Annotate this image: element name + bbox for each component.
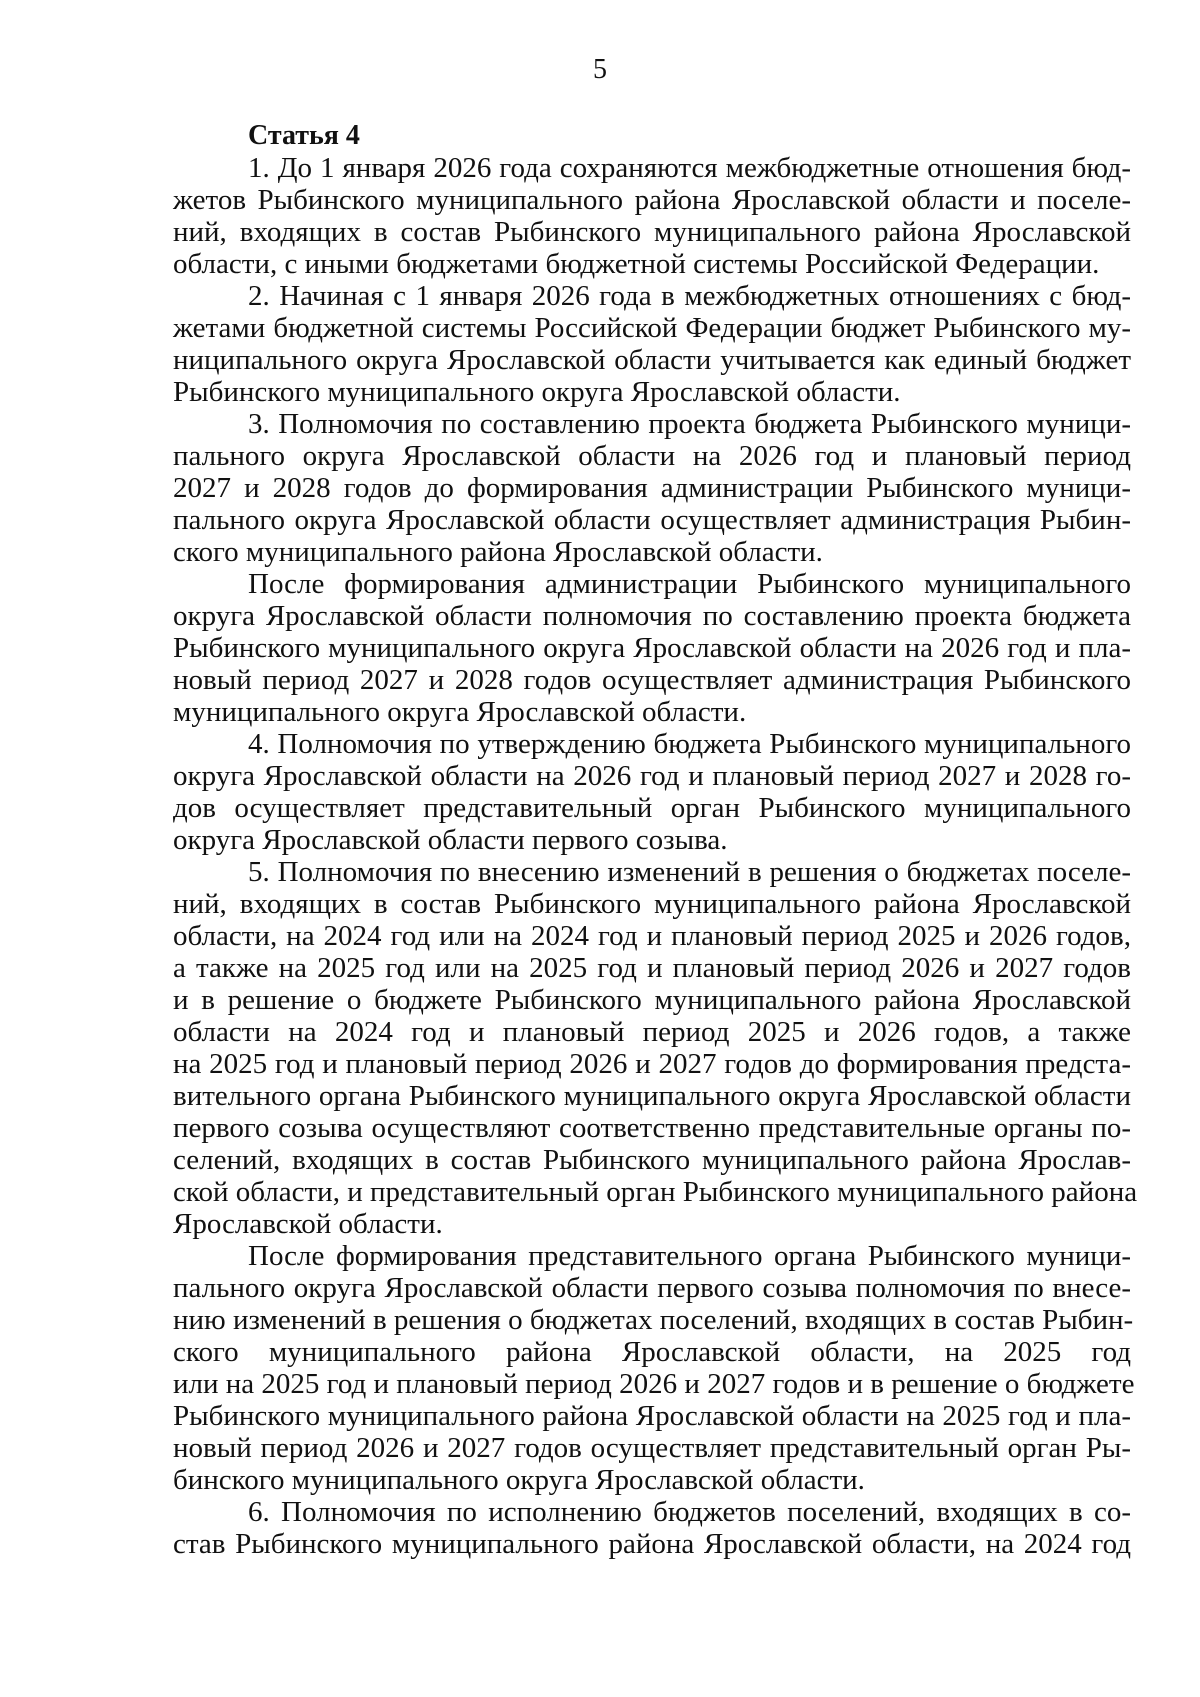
paragraph-line: области, на 2024 год или на 2024 год и плановый период 2025 и 2026 годов, <box>173 920 1131 952</box>
paragraph-line: вительного органа Рыбинского муниципального округа Ярославской области <box>173 1080 1131 1112</box>
paragraph-5 <box>173 728 1131 856</box>
paragraph-line: ской области, и представительный орган Рыбинского муниципального района <box>173 1176 1138 1208</box>
paragraph-line: округа Ярославской области полномочия по составлению проекта бюджета <box>173 600 1131 632</box>
paragraph-line: 3. Полномочия по составлению проекта бюджета Рыбинского муници- <box>248 408 1131 440</box>
paragraph-line: а также на 2025 год или на 2025 год и плановый период 2026 и 2027 годов <box>173 952 1131 984</box>
paragraph-4 <box>173 568 1131 728</box>
paragraph-line: муниципального округа Ярославской области. <box>173 696 747 728</box>
paragraph-line: 2027 и 2028 годов до формирования администрации Рыбинского муници- <box>173 472 1131 504</box>
paragraph-line: пального округа Ярославской области первого созыва полномочия по внесе- <box>173 1272 1131 1304</box>
paragraph-line: ского муниципального района Ярославской области. <box>173 536 823 568</box>
paragraph-line: Рыбинского муниципального района Ярославской области на 2025 год и пла- <box>173 1400 1131 1432</box>
paragraph-line: области на 2024 год и плановый период 2025 и 2026 годов, а также <box>173 1016 1131 1048</box>
paragraph-6 <box>173 856 1138 1240</box>
paragraph-line: первого созыва осуществляют соответственно представительные органы по- <box>173 1112 1131 1144</box>
paragraph-line: новый период 2026 и 2027 годов осуществляет представительный орган Ры- <box>173 1432 1131 1464</box>
article-title: Статья 4 <box>248 120 360 151</box>
article-paragraphs <box>173 152 1138 1560</box>
paragraph-line: 4. Полномочия по утверждению бюджета Рыбинского муниципального <box>248 728 1131 760</box>
paragraph-line: Ярославской области. <box>173 1208 443 1240</box>
paragraph-line: жетов Рыбинского муниципального района Ярославской области и поселе- <box>173 184 1131 216</box>
paragraph-line: округа Ярославской области первого созыва. <box>173 824 728 856</box>
paragraph-line: став Рыбинского муниципального района Ярославской области, на 2024 год <box>173 1528 1131 1560</box>
paragraph-line: 2. Начиная с 1 января 2026 года в межбюджетных отношениях с бюд- <box>248 280 1131 312</box>
paragraph-3 <box>173 408 1131 568</box>
paragraph-line: пального округа Ярославской области на 2026 год и плановый период <box>173 440 1131 472</box>
paragraph-line: Рыбинского муниципального округа Ярославской области на 2026 год и пла- <box>173 632 1131 664</box>
paragraph-line: ний, входящих в состав Рыбинского муниципального района Ярославской <box>173 888 1131 920</box>
page-number: 5 <box>593 54 607 85</box>
paragraph-line: 6. Полномочия по исполнению бюджетов поселений, входящих в со- <box>248 1496 1131 1528</box>
paragraph-line: бинского муниципального округа Ярославской области. <box>173 1464 865 1496</box>
paragraph-2 <box>173 280 1131 408</box>
paragraph-line: селений, входящих в состав Рыбинского муниципального района Ярослав- <box>173 1144 1131 1176</box>
paragraph-line: 1. До 1 января 2026 года сохраняются межбюджетные отношения бюд- <box>248 152 1131 184</box>
paragraph-line: ского муниципального района Ярославской области, на 2025 год <box>173 1336 1131 1368</box>
paragraph-line: ний, входящих в состав Рыбинского муниципального района Ярославской <box>173 216 1131 248</box>
paragraph-line: 5. Полномочия по внесению изменений в решения о бюджетах поселе- <box>248 856 1131 888</box>
paragraph-line: дов осуществляет представительный орган Рыбинского муниципального <box>173 792 1131 824</box>
paragraph-line: Рыбинского муниципального округа Ярославской области. <box>173 376 901 408</box>
paragraph-line: области, с иными бюджетами бюджетной системы Российской Федерации. <box>173 248 1100 280</box>
paragraph-line: нию изменений в решения о бюджетах поселений, входящих в состав Рыбин- <box>173 1304 1134 1336</box>
paragraph-line: После формирования администрации Рыбинского муниципального <box>248 568 1131 600</box>
paragraph-line: новый период 2027 и 2028 годов осуществляет администрация Рыбинского <box>173 664 1131 696</box>
paragraph-line: округа Ярославской области на 2026 год и плановый период 2027 и 2028 го- <box>173 760 1131 792</box>
paragraph-line: на 2025 год и плановый период 2026 и 2027 годов до формирования предста- <box>173 1048 1131 1080</box>
paragraph-line: жетами бюджетной системы Российской Федерации бюджет Рыбинского му- <box>173 312 1131 344</box>
paragraph-line: или на 2025 год и плановый период 2026 и 2027 годов и в решение о бюджете <box>173 1368 1135 1400</box>
paragraph-8 <box>173 1496 1131 1560</box>
paragraph-line: пального округа Ярославской области осуществляет администрация Рыбин- <box>173 504 1131 536</box>
paragraph-line: и в решение о бюджете Рыбинского муниципального района Ярославской <box>173 984 1131 1016</box>
paragraph-line: ниципального округа Ярославской области учитывается как единый бюджет <box>173 344 1131 376</box>
article-content <box>173 120 1138 1560</box>
paragraph-1 <box>173 152 1131 280</box>
paragraph-7 <box>173 1240 1135 1496</box>
paragraph-line: После формирования представительного органа Рыбинского муници- <box>248 1240 1131 1272</box>
